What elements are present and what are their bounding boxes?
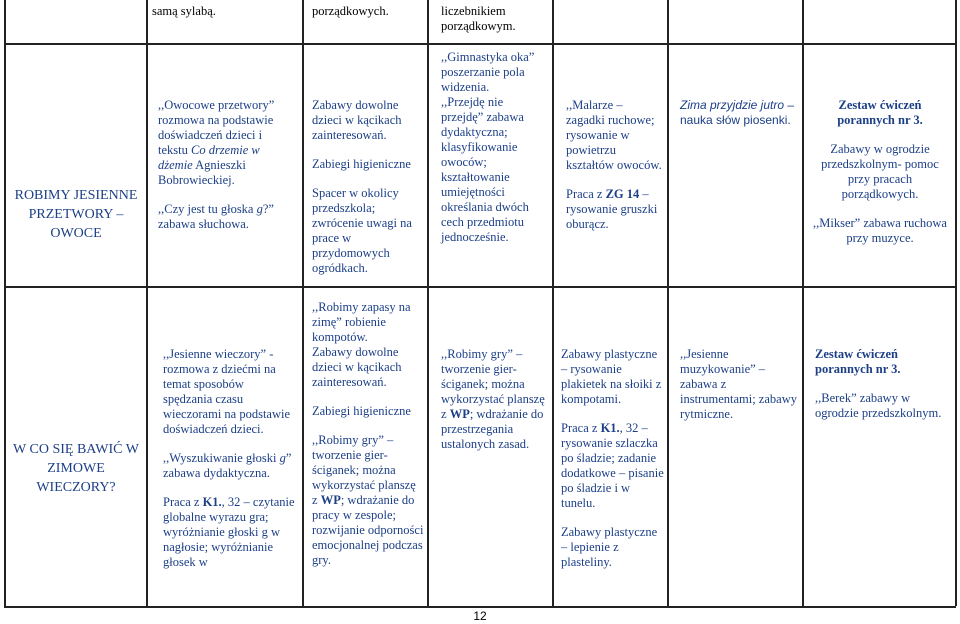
activity-cell [810, 98, 950, 246]
activity-cell [441, 50, 547, 245]
activity-text: ?” zabawa słuchowa. [158, 202, 274, 231]
activity-cell [312, 98, 424, 276]
book-title: Co drzemie w dżemie [158, 143, 260, 172]
song-title: Zima przyjdzie jutro [680, 98, 785, 112]
letter: g [279, 451, 286, 465]
letter: g [256, 202, 263, 216]
activity-paragraph: ,,Berek” zabawy w ogrodzie przedszkolnym. [815, 391, 942, 420]
activity-paragraph: ,,Mikser” zabawa ruchowa przy muzyce. [813, 216, 947, 245]
activity-paragraph: Zabiegi higieniczne [312, 157, 411, 171]
activity-cell [441, 347, 547, 452]
workbook-ref: WP [320, 493, 341, 507]
activity-paragraph [158, 202, 295, 232]
activity-text: ; wdrażanie do pracy w zespole; rozwijanie odporności emocjonalnej podczas gry. [312, 493, 424, 567]
top-row-cell [152, 4, 297, 19]
activity-paragraph [163, 451, 296, 481]
activity-text: Praca z [561, 421, 601, 435]
activity-text: ,,Wyszukiwanie głoski [163, 451, 280, 465]
activity-cell [566, 98, 664, 232]
table-border [427, 0, 429, 606]
activity-paragraph: Zabawy plastyczne – lepienie z plasteliny. [561, 525, 658, 569]
table-border [802, 0, 804, 606]
table-border [955, 0, 957, 606]
table-border [146, 0, 148, 606]
activity-text: ; wdrażanie do przestrzegania ustalonych zasad. [441, 407, 544, 451]
activity-paragraph: ,,Robimy zapasy na zimę” robienie kompotów. [312, 300, 411, 344]
table-border [667, 0, 669, 606]
topic-cell [6, 440, 146, 497]
activity-cell [680, 98, 800, 128]
activity-cell [815, 347, 950, 421]
activity-cell [561, 347, 665, 570]
activity-paragraph [441, 347, 547, 452]
activity-text: ,,Robimy gry” – tworzenie gier-ściganek; można wykorzystać planszę z [441, 347, 545, 421]
activity-paragraph: ,,Gimnastyka oka” poszerzanie pola widzenia. [441, 50, 535, 94]
topic-cell [6, 186, 146, 243]
topic-title: W CO SIĘ BAWIĆ W ZIMOWE WIECZORY? [13, 442, 139, 495]
activity-paragraph: Zabawy w ogrodzie przedszkolnym- pomoc przy pracach porządkowych. [821, 142, 939, 201]
activity-paragraph [312, 433, 424, 568]
activity-paragraph: Zestaw ćwiczeń porannych nr 3. [837, 98, 923, 127]
activity-paragraph: ,,Malarze – zagadki ruchowe; rysowanie w powietrzu kształtów owoców. [566, 98, 662, 172]
table-border [552, 0, 554, 606]
table-border [4, 606, 956, 608]
top-row-cell [441, 4, 549, 34]
activity-text: Agnieszki Bobrowieckiej. [158, 158, 246, 187]
activity-paragraph: Zabawy dowolne dzieci w kącikach zainteresowań. [312, 345, 402, 389]
activity-paragraph: Spacer w okolicy przedszkola; zwrócenie uwagi na prace w przydomowych ogródkach. [312, 186, 412, 275]
activity-paragraph: ,,Przejdę nie przejdę” zabawa dydaktyczna; klasyfikowanie owoców; kształtowanie umiejętności określania dwóch cech przedmiotu jednocześnie. [441, 95, 529, 244]
activity-paragraph: Zabiegi higieniczne [312, 404, 411, 418]
activity-paragraph [163, 495, 296, 570]
table-border [4, 286, 956, 288]
activity-paragraph [158, 98, 295, 188]
activity-text: ,,Owocowe przetwory” rozmowa na podstawie doświadczeń dzieci i tekstu [158, 98, 275, 157]
activity-text: , 32 – rysowanie szlaczka po śladzie; zadanie dodatkowe – pisanie po śladzie i w tunelu. [561, 421, 664, 510]
activity-text: , 32 – czytanie globalne wyrazu gra; wyróżnianie głoski g w nagłosie; wyróżnianie głosek w [163, 495, 295, 569]
workbook-ref: ZG 14 [605, 187, 640, 201]
table-border [302, 0, 304, 606]
top-row-cell [312, 4, 424, 19]
activity-text: Praca z [566, 187, 606, 201]
table-border [4, 43, 956, 45]
activity-cell [680, 347, 798, 422]
activity-text: – nauka słów piosenki. [680, 98, 795, 127]
activity-cell [312, 300, 424, 568]
workbook-ref: WP [449, 407, 470, 421]
activity-text: Praca z [163, 495, 203, 509]
activity-paragraph: Zabawy dowolne dzieci w kącikach zainteresowań. [312, 98, 402, 142]
table-border [4, 0, 6, 606]
topic-title: ROBIMY JESIENNE PRZETWORY – OWOCE [14, 188, 138, 241]
activity-text: ,,Robimy gry” – tworzenie gier-ściganek; można wykorzystać planszę z [312, 433, 416, 507]
workbook-ref: K1. [600, 421, 620, 435]
activity-paragraph [561, 421, 665, 511]
cell-text: samą sylabą. [152, 4, 216, 18]
activity-paragraph: Zabawy plastyczne – rysowanie plakietek na słoiki z kompotami. [561, 347, 662, 406]
page-number: 12 [473, 609, 487, 623]
cell-text: liczebnikiem porządkowym. [441, 4, 516, 33]
activity-text: – rysowanie gruszki oburącz. [566, 187, 658, 231]
workbook-ref: K1. [202, 495, 222, 509]
activity-text: ” zabawa dydaktyczna. [163, 451, 292, 480]
activity-paragraph: Zestaw ćwiczeń porannych nr 3. [815, 347, 901, 376]
activity-paragraph [680, 98, 800, 128]
activity-cell [158, 98, 295, 232]
activity-text: ,,Czy jest tu głoska [158, 202, 257, 216]
cell-text: porządkowych. [312, 4, 389, 18]
activity-paragraph: ,,Jesienne wieczory” - rozmowa z dziećmi na temat sposobów spędzania czasu wieczorami na podstawie doświadczeń dzieci. [163, 347, 291, 436]
activity-paragraph [566, 187, 664, 232]
activity-cell [163, 347, 296, 570]
activity-paragraph: ,,Jesienne muzykowanie” – zabawa z instrumentami; zabawy rytmiczne. [680, 347, 797, 421]
